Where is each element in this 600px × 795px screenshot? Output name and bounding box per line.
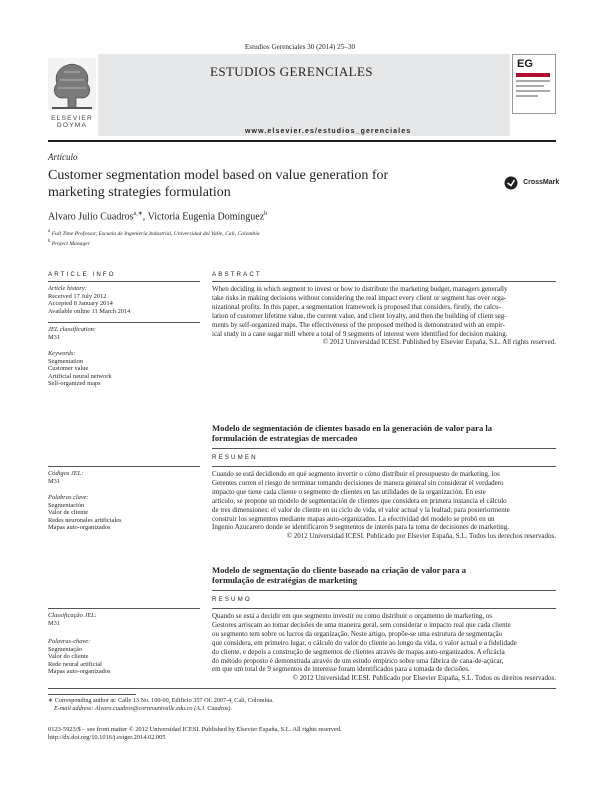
abstract-line: ments by self-organized maps. The effectiveness of the proposed method is demonstrated with an empir- bbox=[212, 320, 505, 329]
front-matter: 0123-5923/$ – see front matter © 2012 Universidad ICESI. Published by Elsevier España, S.L. All rights reserved. bbox=[48, 726, 342, 733]
portuguese-rule bbox=[212, 608, 556, 609]
article-title bbox=[48, 167, 388, 201]
history-label: Article history: bbox=[48, 285, 87, 292]
abstract-line: ical study in a cane sugar mill where a total of 9 segments of interest were identified for decision making. bbox=[212, 329, 508, 338]
affiliations bbox=[48, 228, 260, 248]
portuguese-jel bbox=[48, 612, 97, 627]
spanish-title-line: Modelo de segmentación de clientes basado en la generación de valor para la bbox=[212, 423, 493, 433]
keywords-label: Keywords: bbox=[48, 350, 76, 357]
portuguese-info-rule bbox=[48, 608, 200, 609]
jel-label: Classificação JEL: bbox=[48, 612, 97, 619]
abstract-line: When deciding in which segment to invest or how to distribute the marketing budget, managers generally bbox=[212, 285, 508, 293]
resumo-text bbox=[212, 612, 556, 683]
resumo-line: Quando se está a decidir em que segmento investir ou como distribuir o orçamento de marketing, os bbox=[212, 612, 493, 620]
resumo-copyright: © 2012 Universidad ICESI. Publicado por Elsevier España, S.L. Todos os direitos reservados. bbox=[292, 674, 556, 683]
abstract-line: take risks in making decisions without considering the real impact every client or segment has over orga- bbox=[212, 293, 507, 302]
crossmark-icon bbox=[504, 176, 518, 190]
resumen-text bbox=[212, 470, 556, 541]
received-date: Received 17 July 2012 bbox=[48, 292, 107, 300]
portuguese-keywords bbox=[48, 638, 111, 676]
author-name: Victoria Eugenia Domínguez bbox=[147, 211, 265, 223]
email-address[interactable]: E-mail address: Alvaro.cuadros@correounivalle.edu.co (A.J. Cuadros). bbox=[54, 704, 232, 712]
journal-cover bbox=[512, 54, 556, 114]
article-type: Artículo bbox=[48, 152, 78, 162]
crossmark-label: CrossMark bbox=[523, 179, 560, 186]
resumen-line: Cuando se está decidiendo en qué segmento invertir o cómo distribuir el presupuesto de marketing, los bbox=[212, 470, 500, 478]
resumo-line: que considera, em primeiro lugar, o cálculo do valor do cliente ao longo da vida, o valor actual e a fidelidade bbox=[212, 638, 517, 647]
resumo-heading: RESUMO bbox=[212, 596, 252, 603]
keyword: Artificial neural network bbox=[48, 372, 112, 380]
keyword: Segmentation bbox=[48, 357, 84, 365]
spanish-title bbox=[212, 423, 492, 444]
publisher-name: ELSEVIER bbox=[51, 115, 93, 122]
jel-code: M31 bbox=[48, 333, 61, 341]
journal-reference: Estudios Gerenciales 30 (2014) 25–30 bbox=[244, 43, 356, 51]
cover-line bbox=[516, 85, 544, 87]
abstract-line: lation of customer lifetime value, the current value, and client loyalty, and then the building of client seg- bbox=[212, 311, 507, 320]
journal-title: ESTUDIOS GERENCIALES bbox=[210, 64, 373, 79]
keyword: Mapas auto-organizados bbox=[48, 668, 111, 676]
portuguese-title-line: Modelo de segmentação do cliente baseado na criação de valor para a bbox=[212, 565, 467, 575]
affiliation bbox=[48, 228, 260, 238]
keyword: Self-organized maps bbox=[48, 380, 101, 388]
keyword: Redes neuronales artificiales bbox=[48, 516, 122, 524]
resumen-line: Gerentes corren el riesgo de terminar tomando decisiones de manera general sin considerar el verdadero bbox=[212, 478, 504, 487]
resumen-line: Ingenio Azucarero donde se identificaron 9 segmentos de interés para la toma de decisiones de marketing. bbox=[212, 523, 510, 532]
author-list bbox=[48, 210, 267, 222]
spanish-keywords bbox=[48, 494, 121, 532]
keyword: Segmentação bbox=[48, 645, 83, 653]
elsevier-tree-icon bbox=[48, 58, 96, 110]
doi-link[interactable]: http://dx.doi.org/10.1016/j.estger.2014.02.005 bbox=[48, 734, 166, 742]
jel-label: JEL classification: bbox=[48, 326, 96, 333]
author-name: Alvaro Julio Cuadros bbox=[48, 211, 134, 223]
spanish-rule bbox=[212, 448, 556, 449]
keyword: Customer value bbox=[48, 365, 89, 373]
portuguese-title-line: formulação de estratégias de marketing bbox=[212, 575, 358, 586]
cover-line bbox=[516, 80, 550, 82]
keyword: Segmentación bbox=[48, 501, 85, 509]
abstract-copyright: © 2012 Universidad ICESI. Published by Elsevier España, S.L. All rights reserved. bbox=[322, 338, 556, 347]
keywords bbox=[48, 350, 112, 388]
cover-stripe bbox=[516, 73, 550, 77]
affiliation-sup: b bbox=[48, 238, 51, 244]
footer bbox=[48, 726, 342, 743]
author-superscript: b bbox=[264, 211, 268, 217]
journal-url[interactable]: www.elsevier.es/estudios_gerenciales bbox=[245, 128, 412, 135]
resumen-copyright: © 2012 Universidad ICESI. Publicado por Elsevier España, S.L. Todos los derechos reservados. bbox=[286, 532, 556, 541]
author-separator: , bbox=[142, 211, 148, 223]
resumen-line: artículo, se propone un modelo de segmentación de clientes que considera en primera instancia el cálculo bbox=[212, 496, 507, 505]
jel-code: M31 bbox=[48, 619, 61, 627]
spanish-info-rule bbox=[48, 466, 200, 467]
online-date: Available online 11 March 2014 bbox=[48, 307, 131, 315]
affiliation-sup: a bbox=[48, 229, 51, 234]
resumo-line: do cliente, e depois a construção de segmentos de clientes através de mapas auto-organizados. A eficácia bbox=[212, 647, 505, 656]
elsevier-logo bbox=[48, 58, 96, 129]
corresponding-author: ∗ Corresponding author at: Calle 13 No. 100-00, Edificio 357 Of. 2007-4, Cali, Colombia. bbox=[48, 697, 274, 704]
affiliation-text: Full Time Professor, Escuela de Ingeniería Industrial, Universidad del Valle, Cali, Colombia bbox=[51, 230, 260, 237]
resumen-line: construir los segmentos mediante mapas auto-organizados. La efectividad del modelo se probó en un bbox=[212, 514, 495, 523]
affiliation-text: Project Manager bbox=[51, 240, 90, 247]
resumo-line: em que um total de 9 segmentos de interesse foram identificados para a tomada de decisões. bbox=[212, 665, 470, 674]
info-rule bbox=[48, 281, 200, 282]
keywords-label: Palavras-chave: bbox=[48, 638, 91, 645]
section-end-rule bbox=[48, 688, 556, 689]
info-rule bbox=[48, 322, 200, 323]
keyword: Mapas auto-organizados bbox=[48, 524, 111, 532]
spanish-rule bbox=[212, 466, 556, 467]
jel-label: Códigos JEL: bbox=[48, 470, 84, 477]
footnote-rule bbox=[48, 694, 136, 695]
title-line: Customer segmentation model based on value generation for bbox=[48, 168, 389, 183]
spanish-jel bbox=[48, 470, 83, 485]
affiliation bbox=[48, 238, 260, 248]
keywords-label: Palabras clave: bbox=[48, 494, 89, 501]
header-rule bbox=[48, 140, 556, 142]
portuguese-title bbox=[212, 565, 466, 586]
abstract-text bbox=[212, 285, 556, 347]
title-line: marketing strategies formulation bbox=[48, 185, 231, 200]
resumo-line: ou segmento tem sobre os lucros da organização. Neste artigo, propõe-se uma estrutura de segmentação bbox=[212, 629, 503, 638]
resumo-line: Gestores arriscam ao tomar decisões de uma maneira geral, sem considerar o impacto real que cada cliente bbox=[212, 620, 511, 629]
abstract-heading: ABSTRACT bbox=[212, 271, 262, 278]
spanish-title-line: formulación de estrategias de mercadeo bbox=[212, 433, 358, 444]
resumen-line: impacto que tiene cada cliente o segmento de clientes en las utilidades de la organización. En este bbox=[212, 487, 486, 496]
resumen-line: de tres dimensiones: el valor de cliente en su ciclo de vida, el valor actual y la lealtad; para posteriormente bbox=[212, 505, 510, 514]
jel-code: M31 bbox=[48, 477, 61, 485]
keyword: Rede neural artificial bbox=[48, 660, 102, 668]
jel-classification bbox=[48, 326, 96, 341]
article-info-heading: ARTICLE INFO bbox=[48, 271, 116, 278]
keyword: Valor do cliente bbox=[48, 653, 89, 661]
publisher-subname: DOYMA bbox=[56, 122, 88, 129]
accepted-date: Accepted 8 January 2014 bbox=[48, 300, 113, 308]
cover-mark: EG bbox=[517, 58, 533, 70]
portuguese-rule bbox=[212, 590, 556, 591]
abstract-line: nizational profits. In this paper, a segmentation framework is proposed that considers, firstly, the calcu- bbox=[212, 302, 501, 311]
resumen-heading: RESUMEN bbox=[212, 454, 258, 461]
article-history bbox=[48, 285, 130, 315]
cover-line bbox=[516, 90, 550, 92]
cover-line bbox=[516, 95, 538, 97]
author-superscript: a,∗ bbox=[133, 211, 143, 217]
resumo-line: do método proposto é demonstrada através de um estudo empírico sobre uma fábrica de cana-de-açúcar, bbox=[212, 656, 504, 665]
keyword: Valor de cliente bbox=[48, 509, 89, 517]
footnotes bbox=[48, 697, 274, 712]
abstract-rule bbox=[212, 281, 556, 282]
crossmark-badge[interactable] bbox=[504, 172, 559, 191]
